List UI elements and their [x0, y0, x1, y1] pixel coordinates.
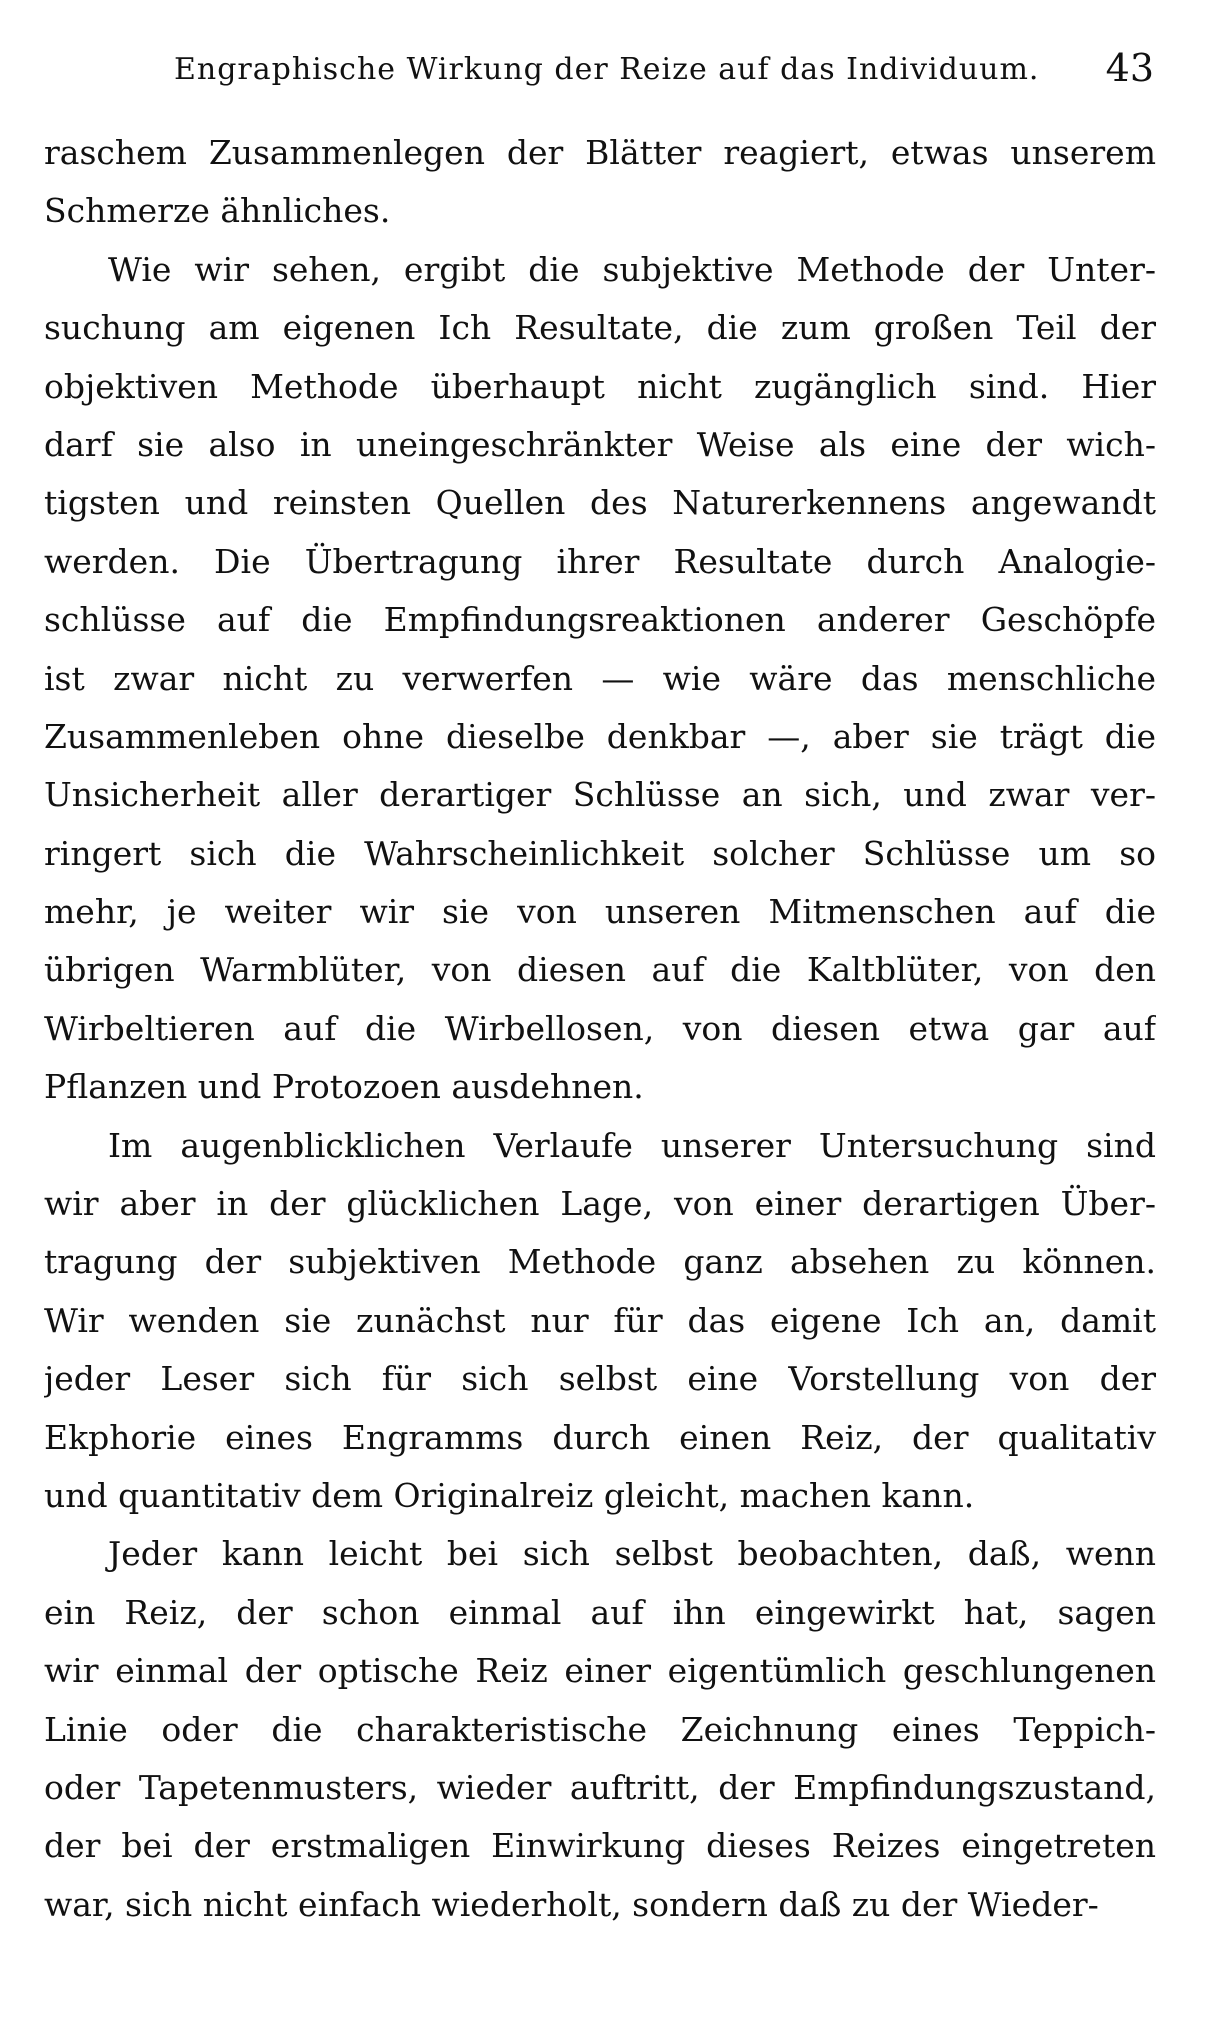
- text-line: Zusammenleben ohne dieselbe denkbar —, aber sie trägt die: [44, 716, 1156, 756]
- text-line: ein Reiz, der schon einmal auf ihn eingewirkt hat, sagen: [44, 1592, 1156, 1632]
- text-line: jeder Leser sich für sich selbst eine Vorstellung von der: [44, 1359, 1156, 1399]
- text-line: Wie wir sehen, ergibt die subjektive Methode der Unter-: [108, 249, 1156, 289]
- text-line: ringert sich die Wahrscheinlichkeit solcher Schlüsse um so: [44, 833, 1156, 873]
- paragraph: [44, 1117, 1156, 1526]
- text-line: tigsten und reinsten Quellen des Naturerkennens angewandt: [44, 483, 1156, 523]
- text-line: Ekphorie eines Engramms durch einen Reiz, der qualitativ: [44, 1417, 1156, 1457]
- page-header: [44, 46, 1156, 106]
- book-page: [44, 46, 1156, 1934]
- text-line: suchung am eigenen Ich Resultate, die zum großen Teil der: [44, 308, 1156, 348]
- text-line: Im augenblicklichen Verlaufe unserer Untersuchung sind: [108, 1125, 1156, 1165]
- text-line: schlüsse auf die Empfindungsreaktionen anderer Geschöpfe: [44, 600, 1156, 640]
- text-line: wir einmal der optische Reiz einer eigentümlich geschlungenen: [44, 1651, 1156, 1691]
- text-line: objektiven Methode überhaupt nicht zugänglich sind. Hier: [44, 366, 1156, 406]
- text-line: raschem Zusammenlegen der Blätter reagiert, etwas unserem: [44, 133, 1156, 172]
- text-line: Jeder kann leicht bei sich selbst beobachten, daß, wenn: [108, 1534, 1156, 1574]
- paragraph: [44, 241, 1156, 1117]
- text-line: wir aber in der glücklichen Lage, von einer derartigen Über-: [44, 1184, 1156, 1224]
- running-title: Engraphische Wirkung der Reize auf das Individuum.: [174, 52, 1040, 87]
- text-line: Wirbeltieren auf die Wirbellosen, von diesen etwa gar auf: [44, 1008, 1156, 1048]
- text-line: oder Tapetenmusters, wieder auftritt, der Empfindungszustand,: [44, 1767, 1156, 1807]
- text-line: der bei der erstmaligen Einwirkung dieses Reizes eingetreten: [44, 1826, 1156, 1866]
- body-text: [44, 124, 1156, 1934]
- paragraph: [44, 1525, 1156, 1934]
- text-line: ist zwar nicht zu verwerfen — wie wäre das menschliche: [44, 658, 1156, 698]
- text-line: Pflanzen und Protozoen ausdehnen.: [44, 1067, 644, 1107]
- text-line: darf sie also in uneingeschränkter Weise als eine der wich-: [44, 424, 1156, 464]
- text-line: übrigen Warmblüter, von diesen auf die Kaltblüter, von den: [44, 950, 1156, 990]
- text-line: Unsicherheit aller derartiger Schlüsse an sich, und zwar ver-: [44, 775, 1156, 815]
- text-line: war, sich nicht einfach wiederholt, sondern daß zu der Wieder-: [44, 1884, 1099, 1924]
- text-line: tragung der subjektiven Methode ganz absehen zu können.: [44, 1242, 1156, 1282]
- page-number: 43: [1105, 46, 1154, 90]
- paragraph: [44, 124, 1156, 241]
- text-line: und quantitativ dem Originalreiz gleicht, machen kann.: [44, 1475, 975, 1515]
- text-line: werden. Die Übertragung ihrer Resultate durch Analogie-: [44, 541, 1156, 581]
- text-line: Wir wenden sie zunächst nur für das eigene Ich an, damit: [44, 1300, 1156, 1340]
- text-line: Linie oder die charakteristische Zeichnung eines Teppich-: [44, 1709, 1156, 1749]
- text-line: Schmerze ähnliches.: [44, 191, 391, 231]
- text-line: mehr, je weiter wir sie von unseren Mitmenschen auf die: [44, 892, 1156, 932]
